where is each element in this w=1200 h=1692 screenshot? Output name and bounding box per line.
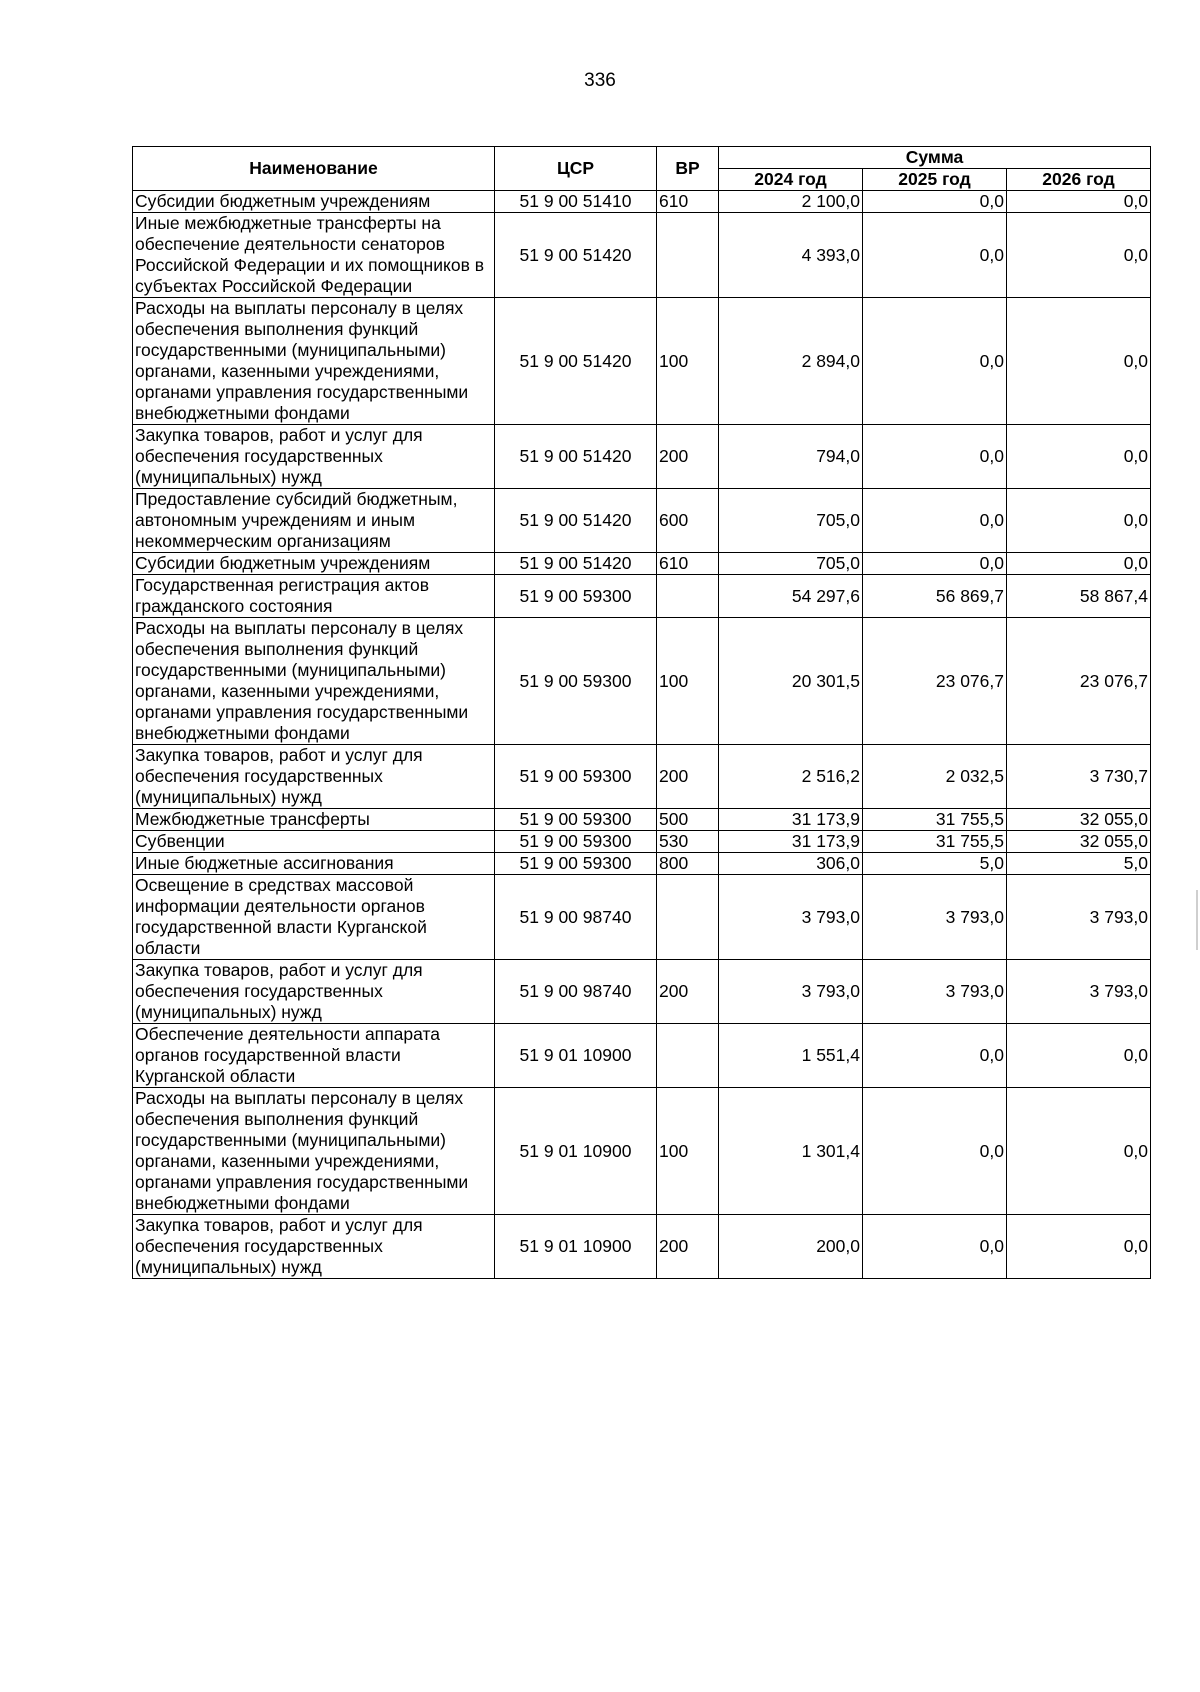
row-sum-2024: 705,0 (719, 553, 863, 575)
table-row (133, 1215, 1151, 1279)
row-sum-2024: 3 793,0 (719, 960, 863, 1024)
row-name: Государственная регистрация актов гражданского состояния (133, 575, 495, 618)
row-sum-2024: 1 301,4 (719, 1088, 863, 1215)
row-vr (657, 575, 719, 618)
row-sum-2025: 0,0 (863, 553, 1007, 575)
row-sum-2025: 3 793,0 (863, 960, 1007, 1024)
row-sum-2025: 31 755,5 (863, 831, 1007, 853)
table-row (133, 425, 1151, 489)
row-sum-2024: 2 100,0 (719, 191, 863, 213)
table-row (133, 960, 1151, 1024)
row-name: Иные бюджетные ассигнования (133, 853, 495, 875)
row-vr (657, 213, 719, 298)
row-sum-2024: 4 393,0 (719, 213, 863, 298)
row-name: Расходы на выплаты персоналу в целях обеспечения выполнения функций государственными (муниципальными) органами, казенными учреждениями, органами управления государственными внебюджетными фондами (133, 298, 495, 425)
row-name: Субвенции (133, 831, 495, 853)
table-row (133, 213, 1151, 298)
row-sum-2024: 2 894,0 (719, 298, 863, 425)
row-sum-2026: 0,0 (1007, 1215, 1151, 1279)
row-vr: 610 (657, 553, 719, 575)
table-row (133, 618, 1151, 745)
row-name: Субсидии бюджетным учреждениям (133, 191, 495, 213)
row-csr: 51 9 01 10900 (495, 1024, 657, 1088)
row-sum-2025: 0,0 (863, 489, 1007, 553)
row-vr (657, 875, 719, 960)
row-sum-2024: 2 516,2 (719, 745, 863, 809)
row-vr: 610 (657, 191, 719, 213)
row-csr: 51 9 00 51410 (495, 191, 657, 213)
row-sum-2024: 1 551,4 (719, 1024, 863, 1088)
row-vr: 200 (657, 960, 719, 1024)
row-sum-2024: 20 301,5 (719, 618, 863, 745)
table-row (133, 875, 1151, 960)
row-name: Закупка товаров, работ и услуг для обеспечения государственных (муниципальных) нужд (133, 425, 495, 489)
row-csr: 51 9 00 59300 (495, 745, 657, 809)
table-row (133, 1088, 1151, 1215)
table-row (133, 298, 1151, 425)
row-sum-2025: 5,0 (863, 853, 1007, 875)
table-row (133, 809, 1151, 831)
row-sum-2024: 31 173,9 (719, 809, 863, 831)
row-vr: 200 (657, 745, 719, 809)
row-sum-2026: 3 730,7 (1007, 745, 1151, 809)
table-row (133, 853, 1151, 875)
row-name: Закупка товаров, работ и услуг для обеспечения государственных (муниципальных) нужд (133, 745, 495, 809)
row-sum-2026: 0,0 (1007, 553, 1151, 575)
row-sum-2024: 794,0 (719, 425, 863, 489)
row-sum-2026: 32 055,0 (1007, 809, 1151, 831)
row-sum-2025: 56 869,7 (863, 575, 1007, 618)
row-sum-2024: 306,0 (719, 853, 863, 875)
row-sum-2026: 5,0 (1007, 853, 1151, 875)
table-row (133, 191, 1151, 213)
row-name: Закупка товаров, работ и услуг для обеспечения государственных (муниципальных) нужд (133, 960, 495, 1024)
row-vr: 200 (657, 1215, 719, 1279)
header-vr: ВР (657, 147, 719, 191)
row-vr: 600 (657, 489, 719, 553)
row-vr: 200 (657, 425, 719, 489)
row-sum-2026: 0,0 (1007, 298, 1151, 425)
row-sum-2026: 0,0 (1007, 1024, 1151, 1088)
row-sum-2026: 58 867,4 (1007, 575, 1151, 618)
row-csr: 51 9 01 10900 (495, 1088, 657, 1215)
row-vr (657, 1024, 719, 1088)
row-vr: 500 (657, 809, 719, 831)
header-year-2024: 2024 год (719, 169, 863, 191)
row-name: Закупка товаров, работ и услуг для обеспечения государственных (муниципальных) нужд (133, 1215, 495, 1279)
row-name: Освещение в средствах массовой информации деятельности органов государственной власти Курганской области (133, 875, 495, 960)
table-row (133, 745, 1151, 809)
table-row (133, 575, 1151, 618)
row-sum-2025: 0,0 (863, 425, 1007, 489)
header-csr: ЦСР (495, 147, 657, 191)
row-sum-2025: 3 793,0 (863, 875, 1007, 960)
row-csr: 51 9 00 59300 (495, 853, 657, 875)
header-name: Наименование (133, 147, 495, 191)
row-sum-2026: 0,0 (1007, 489, 1151, 553)
row-sum-2025: 0,0 (863, 213, 1007, 298)
row-csr: 51 9 00 98740 (495, 875, 657, 960)
row-csr: 51 9 01 10900 (495, 1215, 657, 1279)
row-csr: 51 9 00 51420 (495, 298, 657, 425)
row-name: Обеспечение деятельности аппарата органов государственной власти Курганской области (133, 1024, 495, 1088)
row-sum-2024: 54 297,6 (719, 575, 863, 618)
header-year-2026: 2026 год (1007, 169, 1151, 191)
header-sum: Сумма (719, 147, 1151, 169)
row-csr: 51 9 00 51420 (495, 213, 657, 298)
row-vr: 100 (657, 618, 719, 745)
row-sum-2025: 0,0 (863, 1215, 1007, 1279)
row-sum-2024: 3 793,0 (719, 875, 863, 960)
row-csr: 51 9 00 51420 (495, 553, 657, 575)
row-name: Предоставление субсидий бюджетным, автономным учреждениям и иным некоммерческим организациям (133, 489, 495, 553)
row-sum-2026: 0,0 (1007, 425, 1151, 489)
row-vr: 100 (657, 1088, 719, 1215)
row-csr: 51 9 00 51420 (495, 489, 657, 553)
row-csr: 51 9 00 59300 (495, 831, 657, 853)
row-sum-2024: 200,0 (719, 1215, 863, 1279)
row-sum-2025: 0,0 (863, 298, 1007, 425)
row-sum-2025: 23 076,7 (863, 618, 1007, 745)
row-csr: 51 9 00 59300 (495, 618, 657, 745)
row-sum-2025: 31 755,5 (863, 809, 1007, 831)
scan-artifact (1196, 890, 1198, 950)
row-csr: 51 9 00 98740 (495, 960, 657, 1024)
row-sum-2026: 0,0 (1007, 191, 1151, 213)
table-row (133, 489, 1151, 553)
row-sum-2026: 0,0 (1007, 213, 1151, 298)
row-name: Иные межбюджетные трансферты на обеспечение деятельности сенаторов Российской Федерации и их помощников в субъектах Российской Федерации (133, 213, 495, 298)
row-sum-2026: 3 793,0 (1007, 960, 1151, 1024)
row-sum-2025: 0,0 (863, 1024, 1007, 1088)
row-name: Расходы на выплаты персоналу в целях обеспечения выполнения функций государственными (муниципальными) органами, казенными учреждениями, органами управления государственными внебюджетными фондами (133, 1088, 495, 1215)
table-row (133, 1024, 1151, 1088)
row-sum-2024: 705,0 (719, 489, 863, 553)
header-year-2025: 2025 год (863, 169, 1007, 191)
budget-table (132, 146, 1151, 1279)
row-csr: 51 9 00 51420 (495, 425, 657, 489)
row-vr: 530 (657, 831, 719, 853)
row-sum-2024: 31 173,9 (719, 831, 863, 853)
table-row (133, 553, 1151, 575)
row-name: Субсидии бюджетным учреждениям (133, 553, 495, 575)
row-sum-2025: 0,0 (863, 1088, 1007, 1215)
row-name: Межбюджетные трансферты (133, 809, 495, 831)
row-sum-2026: 32 055,0 (1007, 831, 1151, 853)
row-vr: 100 (657, 298, 719, 425)
table-row (133, 831, 1151, 853)
row-vr: 800 (657, 853, 719, 875)
row-name: Расходы на выплаты персоналу в целях обеспечения выполнения функций государственными (муниципальными) органами, казенными учреждениями, органами управления государственными внебюджетными фондами (133, 618, 495, 745)
row-sum-2026: 3 793,0 (1007, 875, 1151, 960)
row-sum-2026: 23 076,7 (1007, 618, 1151, 745)
row-sum-2025: 2 032,5 (863, 745, 1007, 809)
row-sum-2026: 0,0 (1007, 1088, 1151, 1215)
page-number: 336 (584, 70, 616, 91)
row-csr: 51 9 00 59300 (495, 575, 657, 618)
row-csr: 51 9 00 59300 (495, 809, 657, 831)
row-sum-2025: 0,0 (863, 191, 1007, 213)
